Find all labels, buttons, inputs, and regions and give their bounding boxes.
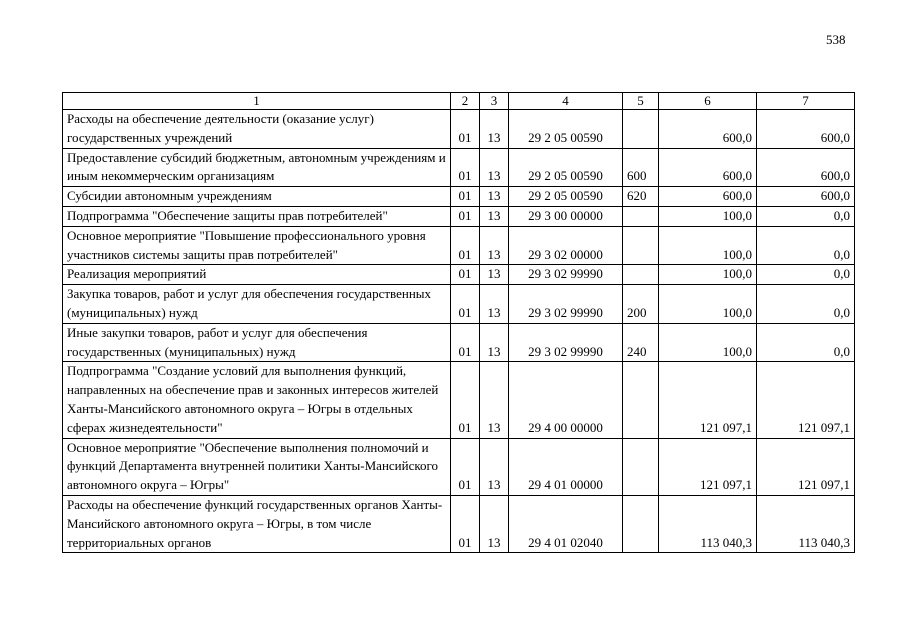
table-row — [63, 206, 855, 226]
table-row — [63, 495, 855, 552]
page-number: 538 — [826, 32, 846, 47]
subsection-code: 13 — [480, 187, 509, 207]
target-code: 29 2 05 00590 — [509, 148, 623, 187]
header-cell: 3 — [480, 93, 509, 110]
section-code: 01 — [451, 148, 480, 187]
expense-type — [623, 110, 659, 149]
header-row — [63, 93, 855, 110]
section-code: 01 — [451, 323, 480, 362]
expense-type — [623, 495, 659, 552]
target-code: 29 3 02 99990 — [509, 265, 623, 285]
amount-col7: 121 097,1 — [757, 438, 855, 495]
subsection-code: 13 — [480, 323, 509, 362]
item-name: Подпрограмма "Создание условий для выполнения функций, направленных на обеспечение прав и законных интересов жителей Ханты-Мансийского автономного округа – Югры в отдельных сферах жизнедеятельности" — [63, 362, 451, 438]
item-name: Подпрограмма "Обеспечение защиты прав потребителей" — [63, 206, 451, 226]
item-name: Предоставление субсидий бюджетным, автономным учреждениям и иным некоммерческим организациям — [63, 148, 451, 187]
section-code: 01 — [451, 206, 480, 226]
target-code: 29 3 00 00000 — [509, 206, 623, 226]
section-code: 01 — [451, 438, 480, 495]
amount-col7: 0,0 — [757, 265, 855, 285]
item-name: Субсидии автономным учреждениям — [63, 187, 451, 207]
table-row — [63, 362, 855, 438]
amount-col6: 100,0 — [659, 285, 757, 324]
target-code: 29 2 05 00590 — [509, 110, 623, 149]
amount-col6: 600,0 — [659, 110, 757, 149]
amount-col6: 600,0 — [659, 187, 757, 207]
amount-col6: 121 097,1 — [659, 362, 757, 438]
section-code: 01 — [451, 187, 480, 207]
item-name: Расходы на обеспечение деятельности (оказание услуг) государственных учреждений — [63, 110, 451, 149]
expense-type: 240 — [623, 323, 659, 362]
amount-col6: 600,0 — [659, 148, 757, 187]
target-code: 29 4 01 00000 — [509, 438, 623, 495]
expense-type — [623, 438, 659, 495]
section-code: 01 — [451, 285, 480, 324]
section-code: 01 — [451, 495, 480, 552]
subsection-code: 13 — [480, 148, 509, 187]
amount-col6: 121 097,1 — [659, 438, 757, 495]
amount-col7: 600,0 — [757, 148, 855, 187]
amount-col6: 100,0 — [659, 226, 757, 265]
header-cell: 4 — [509, 93, 623, 110]
table-row — [63, 265, 855, 285]
subsection-code: 13 — [480, 285, 509, 324]
expense-type — [623, 265, 659, 285]
item-name: Закупка товаров, работ и услуг для обеспечения государственных (муниципальных) нужд — [63, 285, 451, 324]
amount-col7: 0,0 — [757, 285, 855, 324]
expense-type: 600 — [623, 148, 659, 187]
section-code: 01 — [451, 362, 480, 438]
target-code: 29 2 05 00590 — [509, 187, 623, 207]
amount-col7: 0,0 — [757, 226, 855, 265]
amount-col7: 121 097,1 — [757, 362, 855, 438]
amount-col6: 100,0 — [659, 265, 757, 285]
target-code: 29 4 01 02040 — [509, 495, 623, 552]
header-cell: 5 — [623, 93, 659, 110]
header-cell: 6 — [659, 93, 757, 110]
amount-col6: 113 040,3 — [659, 495, 757, 552]
header-cell: 1 — [63, 93, 451, 110]
target-code: 29 3 02 99990 — [509, 285, 623, 324]
amount-col7: 0,0 — [757, 323, 855, 362]
item-name: Основное мероприятие "Повышение профессионального уровня участников системы защиты прав потребителей" — [63, 226, 451, 265]
expense-type — [623, 226, 659, 265]
table-row — [63, 285, 855, 324]
amount-col7: 0,0 — [757, 206, 855, 226]
subsection-code: 13 — [480, 226, 509, 265]
section-code: 01 — [451, 226, 480, 265]
item-name: Реализация мероприятий — [63, 265, 451, 285]
header-cell: 2 — [451, 93, 480, 110]
item-name: Расходы на обеспечение функций государственных органов Ханты-Мансийского автономного округа – Югры, в том числе территориальных органов — [63, 495, 451, 552]
target-code: 29 3 02 00000 — [509, 226, 623, 265]
target-code: 29 3 02 99990 — [509, 323, 623, 362]
table-row — [63, 110, 855, 149]
amount-col7: 600,0 — [757, 110, 855, 149]
table-row — [63, 323, 855, 362]
item-name: Основное мероприятие "Обеспечение выполнения полномочий и функций Департамента внутренней политики Ханты-Мансийского автономного округа – Югры" — [63, 438, 451, 495]
amount-col6: 100,0 — [659, 323, 757, 362]
expense-type — [623, 362, 659, 438]
subsection-code: 13 — [480, 206, 509, 226]
target-code: 29 4 00 00000 — [509, 362, 623, 438]
amount-col7: 600,0 — [757, 187, 855, 207]
expense-type — [623, 206, 659, 226]
table-row — [63, 148, 855, 187]
subsection-code: 13 — [480, 362, 509, 438]
subsection-code: 13 — [480, 438, 509, 495]
table-row — [63, 226, 855, 265]
section-code: 01 — [451, 110, 480, 149]
table-row — [63, 438, 855, 495]
subsection-code: 13 — [480, 110, 509, 149]
subsection-code: 13 — [480, 265, 509, 285]
item-name: Иные закупки товаров, работ и услуг для обеспечения государственных (муниципальных) нужд — [63, 323, 451, 362]
section-code: 01 — [451, 265, 480, 285]
subsection-code: 13 — [480, 495, 509, 552]
header-cell: 7 — [757, 93, 855, 110]
amount-col7: 113 040,3 — [757, 495, 855, 552]
expense-type: 200 — [623, 285, 659, 324]
table-row — [63, 187, 855, 207]
budget-table — [62, 92, 855, 553]
expense-type: 620 — [623, 187, 659, 207]
amount-col6: 100,0 — [659, 206, 757, 226]
